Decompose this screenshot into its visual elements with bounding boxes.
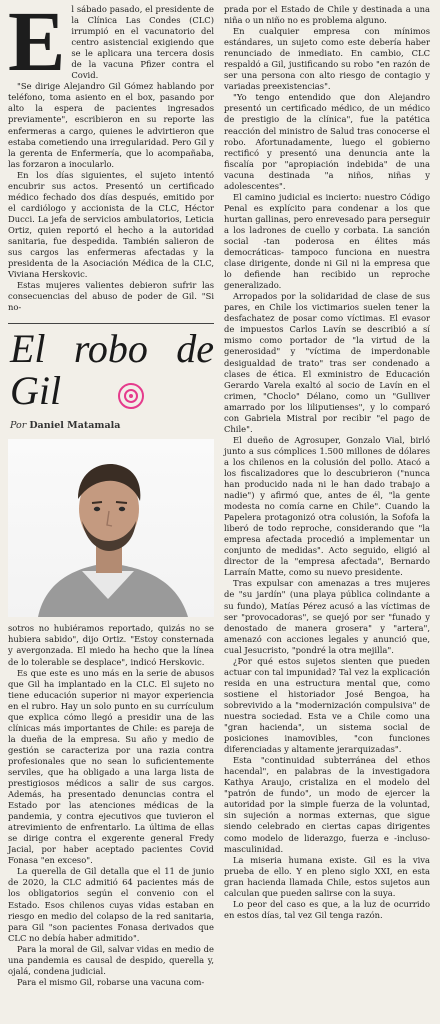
right-paragraph-11: Lo peor del caso es que, a la luz de ocurrido en estos días, tal vez Gil tenga razón. [224,898,430,920]
author-portrait [8,439,214,617]
right-paragraph-6: El dueño de Agrosuper, Gonzalo Vial, birló junto a sus cómplices 1.500 millones de dólares a los chilenos en la colusión del pollo. Atacó a los fiscalizadores que lo descubrieron ("nunca han producido nada ni le han dado trabajo a nadie") y afirmó que, antes de él, "la gente modesta no comía carne en Chile". Cuando la Papelera protagonizó otra colusión, la Sofofa la liberó de todo reproche, considerando que "la empresa afectada procedió a implementar un conjunto de medidas". Acto seguido, eligió al director de la "empresa afectada", Bernardo Larraín Matte, como su nuevo presidente. [224,434,430,578]
left-column [8,0,214,988]
paragraph-6: Es que este es uno más en la serie de abusos que Gil ha implantado en la CLC. El sujeto no tiene educación superior ni mayor experiencia en el rubro. Hay un solo punto en su currículum que explica cómo llegó a presidir una de las clínicas más importantes de Chile: es pareja de la dueña de la empresa. Su año y medio de gestión se caracteriza por una razia contra profesionales que no sean lo suficientemente serviles, que ha obligado a una larga lista de prestigiosos médicos a salir de sus cargos. Además, ha presentado denuncias contra el Estado por las atenciones médicas de la pandemia, y contra ejecutivos que tuvieron el atrevimiento de enfrentarlo. La última de ellas se dirige contra el exgerente general Fredy Jacial, por haber aceptado pacientes Covid Fonasa "en exceso". [8,667,214,866]
opening-paragraph [8,0,214,89]
drop-cap: E [8,0,66,89]
portrait-illustration [8,439,214,617]
right-paragraph-7: Tras expulsar con amenazas a tres mujeres de "su jardín" (una playa pública colindante a su fundo), Matías Pérez acusó a las víctimas de ser "provocadoras", se quejó por ser "funado y denostado de manera grosera" y "artera", amenazó con acciones legales y anunció que, cual Jesucristo, "pondré la otra mejilla". [224,578,430,655]
paragraph-7: La querella de Gil detalla que el 11 de junio de 2020, la CLC admitió 64 pacientes más de los obligatorios según el convenio con el Estado. Esos chilenos cuyas vidas estaban en riesgo en medio del colapso de la red sanitaria, para Gil "son pacientes Fonasa derivados que CLC no debía haber admitido". [8,866,214,943]
right-column [224,4,430,921]
right-paragraph-4: El camino judicial es incierto: nuestro Código Penal es explícito para condenar a los que hurtan gallinas, pero enrevesado para perseguir a los ladrones de cuello y corbata. La sanción social -tan poderosa en élites más democráticas- tampoco funciona en nuestra clase dirigente, donde ni Gil ni la empresa que lo defiende han recibido un reproche generalizado. [224,191,431,291]
author-name: Daniel Matamala [29,420,121,432]
right-paragraph-10: La miseria humana existe. Gil es la viva prueba de ello. Y en pleno siglo XXI, en esta gran hacienda llamada Chile, estos sujetos aun calculan que pueden salirse con la suya. [224,854,430,898]
right-paragraph-5: Arropados por la solidaridad de clase de sus pares, en Chile los victimarios suelen tener la desfachatez de posar como víctimas. El evasor de impuestos Carlos Lavín se describió a sí mismo como portador de "la virtud de la generosidad" y "víctima de imperdonable desigualdad de trato" tras ser condenado a clases de ética. El exministro de Educación Gerardo Varela exaltó al socio de Lavín en el crimen, "Choclo" Délano, como un "Gulliver amarrado por los liliputienses", y lo comparó con Gabriela Mistral por recibir "el pago de Chile". [224,291,430,434]
paragraph-3: En los días siguientes, el sujeto intentó encubrir sus actos. Presentó un certificado médico fechado dos días después, emitido por el cardiólogo y accionista de la CLC, Héctor Ducci. La jefa de servicios ambulatorios, Leticia Ortiz, quien reportó el hecho a la autoridad sanitaria, fue despedida. También salieron de sus cargos las enfermeras afectadas y la presidenta de la Asociación Médica de la CLC, Viviana Herskovic. [8,169,214,280]
right-paragraph-1: prada por el Estado de Chile y destinada a una niña o un niño no es problema alguno. [224,4,430,26]
top-rule [8,323,214,324]
right-paragraph-3: "Yo tengo entendido que don Alejandro presentó un certificado médico, de un médico de prestigio de la clínica", fue la patética reacción del ministro de Salud tras conocerse el robo. Afortunadamente, luego el gobierno rectificó y presentó una denuncia ante la fiscalía por "apropiación indebida" de una vacuna destinada "a niños, niñas y adolescentes". [224,92,430,191]
article-headline: El robo de Gil [10,326,214,414]
right-paragraph-8: ¿Por qué estos sujetos sienten que pueden actuar con tal impunidad? Tal vez la explicación resida en una estructura mental que, como sostiene el historiador José Bengoa, ha sobrevivido a la "modernización compulsiva" de nuestra sociedad. Esta ve a Chile como una "gran hacienda", un sistema social de posiciones inamovibles, "con funciones diferenciadas y altamente jerarquizadas". [224,655,430,755]
after-photo-text [8,623,214,988]
byline-prefix: Por [10,420,27,432]
paragraph-9: Para el mismo Gil, robarse una vacuna com- [17,976,205,987]
paragraph-5: sotros no hubiéramos reportado, quizás no se hubiera sabido", dijo Ortiz. "Estoy consternada y avergonzada. El miedo ha hecho que la línea de lo tolerable se desplace", indicó Herskovic. [8,623,214,667]
paragraph-4: Estas mujeres valientes debieron sufrir las consecuencias del abuso de poder de Gil. "Si no- [8,280,214,313]
right-paragraph-2: En cualquier empresa con mínimos estándares, un sujeto como este debería haber renunciado de inmediato. En cambio, CLC respaldó a Gil, justificando su robo "en razón de ser una persona con alto riesgo de contagio y variadas preexistencias". [224,26,430,92]
byline [10,420,214,431]
paragraph-8: Para la moral de Gil, salvar vidas en medio de una pandemia es causal de despido, querella y, ojalá, condena judicial. [8,943,214,976]
headline-block [8,323,214,431]
right-paragraph-9: Esta "continuidad subterránea del ethos hacendal", en palabras de la investigadora Kathya Araujo, cristaliza en el modelo del "patrón de fundo", un modo de ejercer la autoridad por la simple fuerza de la voluntad, sin sujeción a normas externas, que sigue siendo celebrado en ciertas capas dirigentes como modelo de liderazgo, fuerza e -incluso- masculinidad. [224,755,430,854]
paragraph-2: "Se dirige Alejandro Gil Gómez hablando por teléfono, toma asiento en el box, pasando por alto la espera de pacientes ingresados previamente", escribieron en su reporte las enfermeras a cargo, quienes le advirtieron que estaba cometiendo una irregularidad. Pero Gil y la gerenta de Enfermería, que lo acompañaba, las forzaron a inocularlo. [8,81,214,169]
paragraph-1: l sábado pasado, el presidente de la Clínica Las Condes (CLC) irrumpió en el vacunatorio del centro asistencial exigiendo que se le aplicara una tercera dosis de la vacuna Pfizer contra el Covid. [71,4,214,81]
